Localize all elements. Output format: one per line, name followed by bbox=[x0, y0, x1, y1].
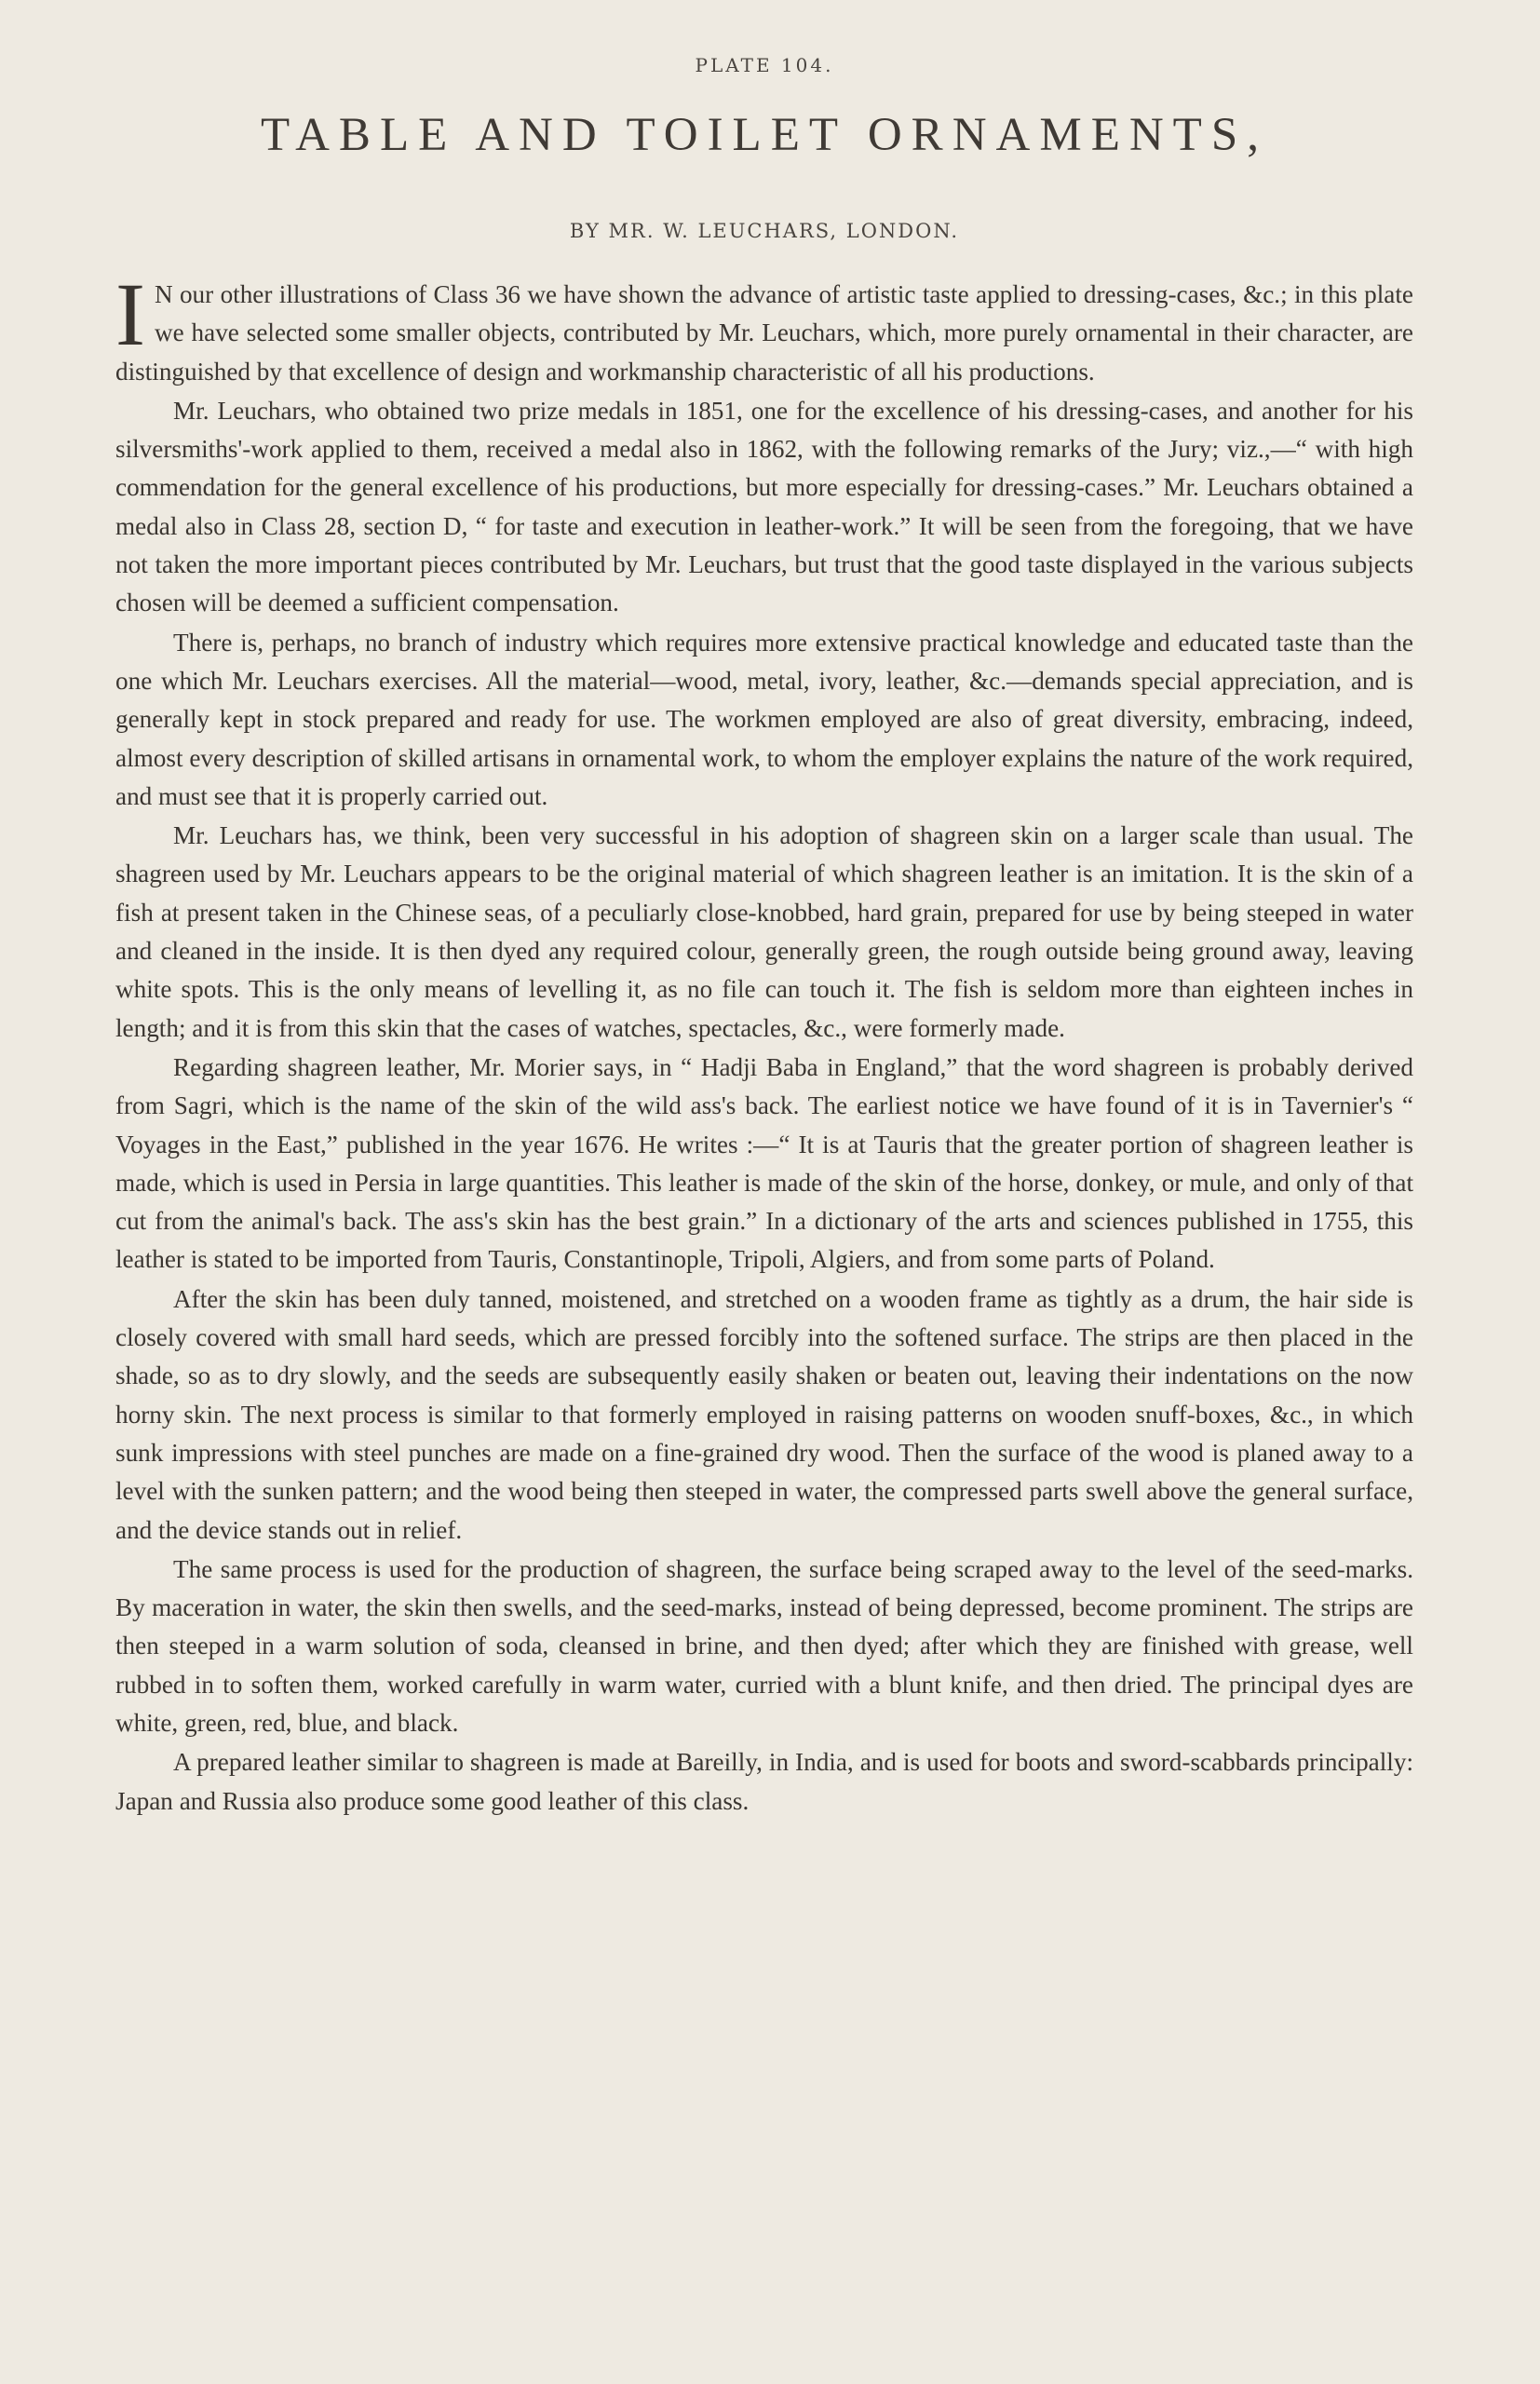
byline: BY MR. W. LEUCHARS, LONDON. bbox=[569, 220, 960, 242]
paragraph-6: After the skin has been duly tanned, moistened, and stretched on a wooden frame as tightly as a drum, the hair side is closely covered with small hard seeds, which are pressed forcibly into the softened surface. The strips are then placed in the shade, so as to dry slowly, and the seeds are subsequently easily shaken or beaten out, leaving their indentations on the now horny skin. The next process is similar to that formerly employed in raising patterns on wooden snuff-boxes, &c., in which sunk impressions with steel punches are made on a fine-grained dry wood. Then the surface of the wood is planed away to a level with the sunken pattern; and the wood being then steeped in water, the compressed parts swell above the general surface, and the device stands out in relief. bbox=[115, 1284, 1413, 1544]
drop-cap: I bbox=[115, 264, 145, 364]
article-body bbox=[115, 264, 1413, 1821]
paragraph-7: The same process is used for the production of shagreen, the surface being scraped away to the level of the seed-marks. By maceration in water, the skin then swells, and the seed-marks, instead of being depressed, become prominent. The strips are then steeped in a warm solution of soda, cleansed in brine, and then dyed; after which they are finished with grease, well rubbed in to soften them, worked carefully in warm water, curried with a blunt knife, and then dried. The principal dyes are white, green, red, blue, and black. bbox=[115, 1554, 1413, 1737]
page-title: TABLE AND TOILET ORNAMENTS, bbox=[261, 109, 1268, 161]
paragraph-5: Regarding shagreen leather, Mr. Morier says, in “ Hadji Baba in England,” that the word shagreen is probably derived from Sagri, which is the name of the skin of the wild ass's back. The earliest notice we have found of it is in Tavernier's “ Voyages in the East,” published in the year 1676. He writes :—“ It is at Tauris that the greater portion of shagreen leather is made, which is used in Persia in large quantities. This leather is made of the skin of the horse, donkey, or mule, and only of that cut from the animal's back. The ass's skin has the best grain.” In a dictionary of the arts and sciences published in 1755, this leather is stated to be imported from Tauris, Constantinople, Tripoli, Algiers, and from some parts of Poland. bbox=[115, 1052, 1413, 1274]
plate-number: PLATE 104. bbox=[695, 54, 834, 76]
paragraph-1 bbox=[115, 264, 1413, 391]
paragraph-2: Mr. Leuchars, who obtained two prize medals in 1851, one for the excellence of his dressing-cases, and another for his silversmiths'-work applied to them, received a medal also in 1862, with the following remarks of the Jury; viz.,—“ with high commendation for the general excellence of his productions, but more especially for dressing-cases.” Mr. Leuchars obtained a medal also in Class 28, section D, “ for taste and execution in leather-work.” It will be seen from the foregoing, that we have not taken the more important pieces contributed by Mr. Leuchars, but trust that the good taste displayed in the various subjects chosen will be deemed a sufficient compensation. bbox=[115, 396, 1413, 617]
paragraph-1-text: N our other illustrations of Class 36 we have shown the advance of artistic taste applied to dressing-cases, &c.; in this plate we have selected some smaller objects, contributed by Mr. Leuchars, which, more purely ornamental in their character, are distinguished by that excellence of design and workmanship characteristic of all his productions. bbox=[115, 280, 1413, 386]
paragraph-3: There is, perhaps, no branch of industry which requires more extensive practical knowledge and educated taste than the one which Mr. Leuchars exercises. All the material—wood, metal, ivory, leather, &c.—demands special appreciation, and is generally kept in stock prepared and ready for use. The workmen employed are also of great diversity, embracing, indeed, almost every description of skilled artisans in ornamental work, to whom the employer explains the nature of the work required, and must see that it is properly carried out. bbox=[115, 628, 1413, 810]
paragraph-8: A prepared leather similar to shagreen is made at Bareilly, in India, and is used for boots and sword-scabbards principally: Japan and Russia also produce some good leather of this class. bbox=[115, 1748, 1413, 1815]
paragraph-4: Mr. Leuchars has, we think, been very successful in his adoption of shagreen skin on a larger scale than usual. The shagreen used by Mr. Leuchars appears to be the original material of which shagreen leather is an imitation. It is the skin of a fish at present taken in the Chinese seas, of a peculiarly close-knobbed, hard grain, prepared for use by being steeped in water and cleaned in the inside. It is then dyed any required colour, generally green, the rough outside being ground away, leaving white spots. This is the only means of levelling it, as no file can touch it. The fish is seldom more than eighteen inches in length; and it is from this skin that the cases of watches, spectacles, &c., were formerly made. bbox=[115, 821, 1413, 1042]
